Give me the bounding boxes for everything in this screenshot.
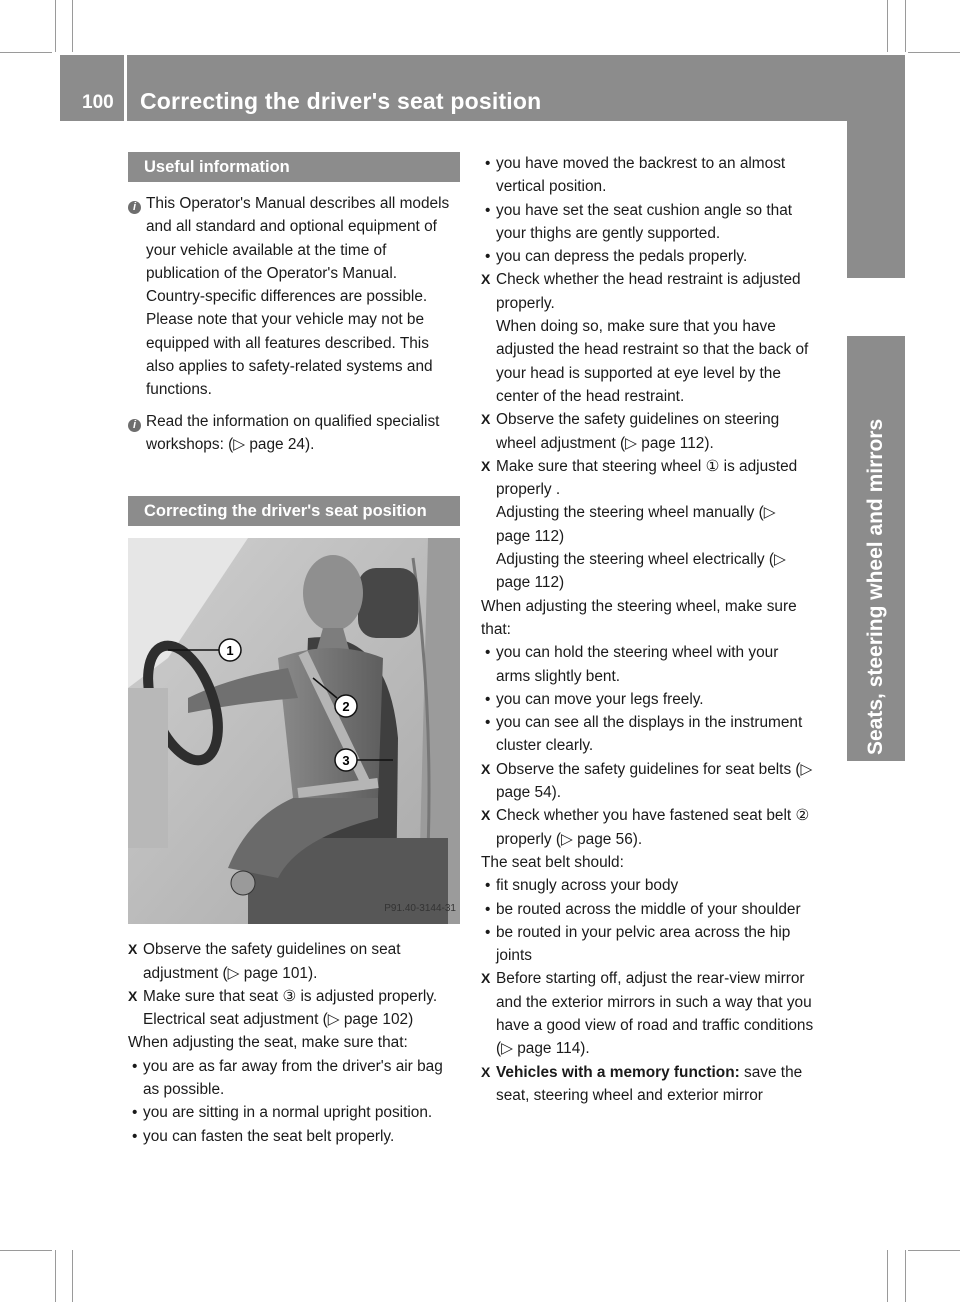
bullet-item: • you are sitting in a normal upright position.: [128, 1101, 460, 1124]
crop-mark: [0, 1250, 52, 1251]
useful-info-heading: Useful information: [128, 152, 460, 182]
step-arrow-icon: X: [128, 941, 138, 958]
bullet-item: • you can depress the pedals properly.: [481, 245, 814, 268]
bullet-icon: •: [132, 1057, 138, 1075]
crop-mark: [0, 52, 52, 53]
bullet-item: • you are as far away from the driver's air bag as possible.: [128, 1055, 460, 1102]
info-note-text: This Operator's Manual describes all models and all standard and optional equipment of your vehicle available at the time of publication of the Operator's Manual. Country-specific differences are possible. Please note that your vehicle may not be equipped with all features described. This also applies to safety-related systems and functions.: [146, 195, 450, 399]
crop-mark: [72, 1250, 73, 1302]
step-item: X Make sure that steering wheel ① is adjusted properly .: [481, 455, 814, 502]
step-arrow-icon: X: [481, 970, 491, 987]
crop-mark: [887, 1250, 888, 1302]
crop-mark: [887, 0, 888, 52]
right-column: [481, 152, 814, 1107]
info-note: [128, 410, 460, 457]
callout-2: 2: [342, 699, 350, 715]
page-number: 100: [82, 92, 114, 113]
info-icon: i: [128, 194, 146, 402]
bullet-item: • you can hold the steering wheel with your arms slightly bent.: [481, 641, 814, 688]
step-item: X Check whether you have fastened seat belt ② properly (▷ page 56).: [481, 804, 814, 851]
left-column: [128, 152, 460, 1148]
info-note-text: Read the information on qualified specialist workshops: (▷ page 24).: [146, 412, 440, 453]
bullet-icon: •: [132, 1127, 138, 1145]
step-arrow-icon: X: [481, 457, 491, 474]
step-arrow-icon: X: [481, 271, 491, 288]
step-detail: Electrical seat adjustment (▷ page 102): [143, 1011, 414, 1029]
bullet-icon: •: [485, 248, 491, 266]
crop-mark: [55, 1250, 56, 1302]
step-item: X Observe the safety guidelines for seat belts (▷ page 54).: [481, 758, 814, 805]
step-item: X Observe the safety guidelines on seat adjustment (▷ page 101).: [128, 938, 460, 985]
crop-mark: [55, 0, 56, 52]
bullet-item: • fit snugly across your body: [481, 874, 814, 897]
step-arrow-icon: X: [481, 807, 491, 824]
header-divider: [124, 55, 127, 121]
paragraph: When adjusting the steering wheel, make sure that:: [481, 597, 797, 638]
memory-function-text: save the seat, steering wheel and exterior mirror: [496, 1063, 803, 1104]
crop-mark: [908, 1250, 960, 1251]
bullet-item: • you have set the seat cushion angle so that your thighs are gently supported.: [481, 199, 814, 246]
bullet-icon: •: [485, 155, 491, 172]
step-arrow-icon: X: [481, 411, 491, 428]
step-detail: Adjusting the steering wheel manually (▷ page 112): [496, 504, 776, 545]
bullet-item: • you can move your legs freely.: [481, 688, 814, 711]
step-detail: Adjusting the steering wheel electrically (▷ page 112): [496, 551, 786, 592]
chapter-side-tab: [847, 121, 905, 761]
crop-mark: [905, 1250, 906, 1302]
section-heading: Correcting the driver's seat position: [128, 496, 460, 526]
bullet-icon: •: [485, 201, 491, 219]
bullet-item: • you can fasten the seat belt properly.: [128, 1125, 460, 1148]
callout-3: 3: [342, 753, 350, 769]
bullet-item: • you can see all the displays in the instrument cluster clearly.: [481, 711, 814, 758]
step-item: X Before starting off, adjust the rear-view mirror and the exterior mirrors in such a way that you have a good view of road and traffic conditions (▷ page 114).: [481, 967, 814, 1060]
crop-mark: [72, 0, 73, 52]
crop-mark: [905, 0, 906, 52]
bullet-item: • be routed in your pelvic area across the hip joints: [481, 921, 814, 968]
bullet-icon: •: [485, 877, 491, 895]
step-item: X Check whether the head restraint is adjusted properly.: [481, 268, 814, 315]
step-arrow-icon: X: [128, 987, 138, 1004]
step-item: X Observe the safety guidelines on steering wheel adjustment (▷ page 112).: [481, 408, 814, 455]
paragraph: The seat belt should:: [481, 853, 624, 871]
step-item: [481, 1061, 814, 1108]
step-detail: When doing so, make sure that you have adjusted the head restraint so that the back of your head is supported at eye level by the center of the head restraint.: [496, 318, 809, 405]
info-note: [128, 192, 460, 402]
crop-mark: [908, 52, 960, 53]
chapter-label: Seats, steering wheel and mirrors: [864, 418, 887, 755]
callout-1: 1: [226, 643, 234, 659]
bullet-icon: •: [485, 923, 491, 941]
page-title: Correcting the driver's seat position: [140, 88, 542, 114]
step-arrow-icon: X: [481, 1063, 491, 1080]
bullet-icon: •: [485, 714, 491, 732]
memory-function-label: Vehicles with a memory function:: [496, 1063, 740, 1081]
figure-code: P91.40-3144-31: [384, 902, 456, 914]
driver-illustration: [128, 538, 460, 924]
info-icon: i: [128, 412, 146, 457]
bullet-item: • you have moved the backrest to an almost vertical position.: [481, 152, 814, 199]
step-arrow-icon: X: [481, 760, 491, 777]
driver-seat-figure: [128, 538, 460, 924]
bullet-icon: •: [485, 644, 491, 662]
bullet-icon: •: [485, 690, 491, 708]
step-item: X Make sure that seat ③ is adjusted properly.: [128, 985, 460, 1008]
bullet-icon: •: [132, 1104, 138, 1122]
bullet-icon: •: [485, 900, 491, 918]
paragraph: When adjusting the seat, make sure that:: [128, 1034, 408, 1052]
bullet-item: • be routed across the middle of your shoulder: [481, 898, 814, 921]
